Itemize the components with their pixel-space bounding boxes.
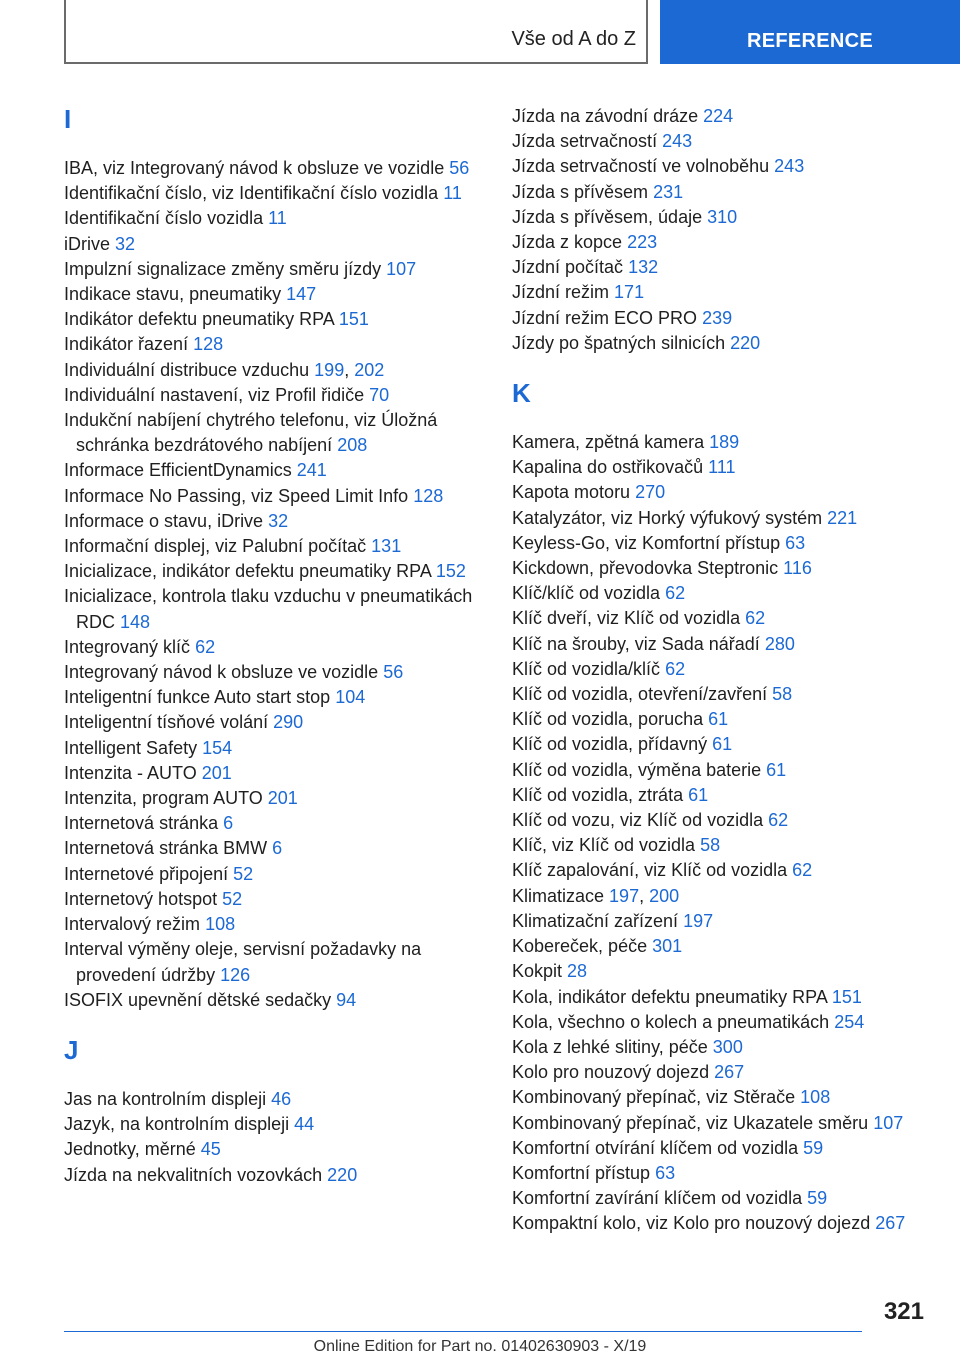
- index-entry-text: Komfortní přístup: [512, 1162, 651, 1183]
- page-reference-link[interactable]: 111: [708, 457, 736, 478]
- index-entry: [512, 556, 932, 581]
- page-reference-link[interactable]: 63: [655, 1162, 676, 1183]
- index-entry: [64, 786, 484, 811]
- page-reference-link[interactable]: 239: [702, 307, 733, 328]
- index-entry-text: Klíč od vozidla, přídavný: [512, 734, 708, 755]
- page-reference-link[interactable]: 52: [233, 863, 254, 884]
- index-entry: [64, 584, 484, 634]
- index-entry-text: Jízda s přívěsem: [512, 181, 649, 202]
- index-entry-text: Kapalina do ostřikovačů: [512, 457, 704, 478]
- index-entry-text: Klíč zapalování, viz Klíč od vozidla: [512, 860, 788, 881]
- page-reference-link[interactable]: 32: [115, 233, 136, 254]
- index-entry: [512, 783, 932, 808]
- index-entry: [512, 1161, 932, 1186]
- index-entry-text: Intenzita - AUTO: [64, 762, 197, 783]
- index-entry: [64, 232, 484, 257]
- index-entry-text: Klimatizace: [512, 885, 605, 906]
- index-entry-text: iDrive: [64, 233, 111, 254]
- index-entry-text: Jízdní počítač: [512, 257, 624, 278]
- page-reference-link[interactable]: 301: [652, 936, 683, 957]
- page-reference-link[interactable]: 152: [435, 561, 466, 582]
- footer-edition-text: Online Edition for Part no. 01402630903 - X/19: [313, 1338, 647, 1355]
- page-reference-link[interactable]: 300: [712, 1036, 743, 1057]
- index-entry: [64, 862, 484, 887]
- index-letter-heading: I: [64, 104, 72, 134]
- index-entry: [512, 455, 932, 480]
- page-reference-link[interactable]: 62: [792, 860, 813, 881]
- page-reference-link[interactable]: 62: [768, 810, 789, 831]
- index-entry: [64, 912, 484, 937]
- index-entry: [512, 1186, 932, 1211]
- index-entry: [512, 104, 932, 129]
- index-entry-text: Keyless-Go, viz Komfortní přístup: [512, 532, 781, 553]
- index-entry: [512, 531, 932, 556]
- index-entry-text: Internetová stránka: [64, 813, 219, 834]
- index-entry: [64, 1137, 484, 1162]
- index-entry: [64, 660, 484, 685]
- page-reference-link[interactable]: 59: [807, 1188, 828, 1209]
- page-reference-link[interactable]: 147: [286, 284, 317, 305]
- index-entry-text: Kolo pro nouzový dojezd: [512, 1062, 710, 1083]
- index-entry: [64, 257, 484, 282]
- page-reference-link[interactable]: 280: [764, 633, 795, 654]
- index-entry: [64, 206, 484, 231]
- page-reference-link[interactable]: 171: [614, 282, 645, 303]
- index-entry-text: Kapota motoru: [512, 482, 631, 503]
- page-reference-link[interactable]: 108: [800, 1087, 831, 1108]
- page-reference-link[interactable]: 199: [314, 359, 345, 380]
- section-title: Vše od A do Z: [511, 28, 636, 50]
- page-reference-link[interactable]: 58: [700, 835, 721, 856]
- index-entry-text: Indikátor řazení: [64, 334, 189, 355]
- index-entry-text: Kokpit: [512, 961, 563, 982]
- page-reference-link[interactable]: 290: [273, 712, 304, 733]
- page-reference-link[interactable]: 241: [296, 460, 327, 481]
- index-entry: [512, 1136, 932, 1161]
- index-entry-text: Integrovaný klíč: [64, 636, 191, 657]
- page-reference-link[interactable]: 116: [783, 558, 812, 579]
- page-reference-link[interactable]: 62: [665, 583, 686, 604]
- index-entry-text: Jas na kontrolním displeji: [64, 1088, 267, 1109]
- page-reference-link[interactable]: 148: [120, 611, 151, 632]
- page-reference-link[interactable]: 28: [567, 961, 588, 982]
- index-entry: [512, 808, 932, 833]
- index-entry-text: Kobereček, péče: [512, 936, 648, 957]
- index-entry-text: Jízda setrvačností: [512, 131, 658, 152]
- header-section-box: [64, 0, 648, 64]
- index-entry-text: Informační displej, viz Palubní počítač: [64, 536, 367, 557]
- index-entry: [512, 1211, 932, 1236]
- page-reference-link[interactable]: 231: [653, 181, 684, 202]
- footer-divider: [64, 1331, 862, 1332]
- index-entry-text: Jízda setrvačností ve volnoběhu: [512, 156, 770, 177]
- index-entry-text: Kola, indikátor defektu pneumatiky RPA: [512, 986, 827, 1007]
- index-entry: [512, 959, 932, 984]
- index-entry-text: Jednotky, měrné: [64, 1139, 196, 1160]
- index-entry-text: Klimatizační zařízení: [512, 910, 679, 931]
- index-entry: [64, 484, 484, 509]
- page-reference-link[interactable]: 46: [271, 1088, 292, 1109]
- index-entry-text: Jízda na nekvalitních vozovkách: [64, 1164, 323, 1185]
- index-entry: [512, 657, 932, 682]
- index-entry: [64, 1112, 484, 1137]
- page-reference-link[interactable]: 63: [785, 532, 806, 553]
- index-entry: [512, 707, 932, 732]
- index-entry-text: Katalyzátor, viz Horký výfukový systém: [512, 507, 823, 528]
- page-reference-link[interactable]: 151: [338, 309, 369, 330]
- page-reference-link[interactable]: 208: [337, 435, 368, 456]
- page-reference-link[interactable]: 104: [335, 687, 366, 708]
- page-reference-link[interactable]: 6: [272, 838, 283, 859]
- index-entry: [64, 887, 484, 912]
- index-entry: [64, 509, 484, 534]
- index-entry: [512, 280, 932, 305]
- page-reference-link[interactable]: 189: [709, 432, 740, 453]
- page-reference-link[interactable]: 202: [354, 359, 385, 380]
- index-entry-text: Klíč, viz Klíč od vozidla: [512, 835, 696, 856]
- index-entry-text: Jízda s přívěsem, údaje: [512, 206, 703, 227]
- page-reference-link[interactable]: 52: [222, 888, 243, 909]
- index-entry-text: Jízdní režim ECO PRO: [512, 307, 698, 328]
- index-entry: [512, 934, 932, 959]
- page-reference-link[interactable]: 45: [200, 1139, 221, 1160]
- index-entry-text: Klíč od vozidla, porucha: [512, 709, 704, 730]
- index-entry-text: Kombinovaný přepínač, viz Stěrače: [512, 1087, 796, 1108]
- page-reference-link[interactable]: 254: [834, 1011, 865, 1032]
- index-entry: [64, 332, 484, 357]
- page-reference-link[interactable]: 267: [875, 1213, 906, 1234]
- index-entry: [512, 129, 932, 154]
- index-entry-text: Individuální nastavení, viz Profil řidiče: [64, 384, 365, 405]
- index-entry: [512, 205, 932, 230]
- index-entry-text: Intervalový režim: [64, 914, 201, 935]
- index-entry-text: Klíč na šrouby, viz Sada nářadí: [512, 633, 760, 654]
- index-entry: [64, 635, 484, 660]
- page-reference-link[interactable]: 61: [688, 784, 709, 805]
- index-entry: [512, 1060, 932, 1085]
- index-entry-text: Internetový hotspot: [64, 888, 218, 909]
- page-reference-link[interactable]: 224: [703, 106, 734, 126]
- index-entry-text: Komfortní otvírání klíčem od vozidla: [512, 1137, 799, 1158]
- index-entry-text: Inteligentní funkce Auto start stop: [64, 687, 331, 708]
- index-entry: Klimatizace 197, 200: [512, 885, 680, 906]
- page-reference-link[interactable]: 243: [662, 131, 693, 152]
- index-entry: [64, 458, 484, 483]
- index-entry: [64, 836, 484, 861]
- page-reference-link[interactable]: 267: [714, 1062, 745, 1083]
- index-entry: [64, 988, 484, 1013]
- index-entry-text: Inicializace, kontrola tlaku vzduchu v pneumatikách RDC: [64, 586, 473, 632]
- index-entry: [512, 682, 932, 707]
- page-reference-link[interactable]: 270: [635, 482, 666, 503]
- page-reference-link[interactable]: 6: [223, 813, 234, 834]
- index-entry: [64, 559, 484, 584]
- index-entry: [512, 306, 932, 331]
- index-entry: [512, 1010, 932, 1035]
- index-entry: [512, 985, 932, 1010]
- page-reference-link[interactable]: 107: [873, 1112, 904, 1133]
- page-reference-link[interactable]: 200: [649, 885, 680, 906]
- page-reference-link[interactable]: 243: [774, 156, 805, 177]
- page-reference-link[interactable]: 197: [609, 885, 640, 906]
- page-reference-link[interactable]: 61: [708, 709, 729, 730]
- page-reference-link[interactable]: 151: [831, 986, 862, 1007]
- index-entry-text: Identifikační číslo vozidla: [64, 208, 264, 229]
- page-reference-link[interactable]: 61: [766, 759, 787, 780]
- index-entry: [512, 858, 932, 883]
- page-reference-link[interactable]: 62: [665, 658, 686, 679]
- index-entry: [64, 383, 484, 408]
- page-reference-link[interactable]: 220: [327, 1164, 358, 1185]
- index-entry: [512, 480, 932, 505]
- index-entry-text: Kompaktní kolo, viz Kolo pro nouzový dojezd: [512, 1213, 871, 1234]
- index-entry-text: Identifikační číslo, viz Identifikační číslo vozidla: [64, 183, 439, 204]
- page-reference-link[interactable]: 56: [449, 158, 470, 178]
- page-reference-link[interactable]: 128: [193, 334, 224, 355]
- index-entry: [512, 506, 932, 531]
- page-reference-link[interactable]: 220: [730, 332, 761, 353]
- index-entry: [64, 1163, 484, 1188]
- index-letter-heading: J: [64, 1034, 79, 1065]
- index-entry: [512, 255, 932, 280]
- index-entry: [512, 581, 932, 606]
- index-entry: [512, 1035, 932, 1060]
- index-entry: [64, 282, 484, 307]
- page-reference-link[interactable]: 197: [683, 910, 714, 931]
- index-entry-text: Kickdown, převodovka Steptronic: [512, 558, 779, 579]
- index-entry-text: Kamera, zpětná kamera: [512, 432, 705, 453]
- index-entry: [512, 758, 932, 783]
- index-entry-text: Jazyk, na kontrolním displeji: [64, 1114, 290, 1135]
- index-column-right: [512, 104, 932, 1237]
- index-entry: [512, 430, 932, 455]
- index-entry-text: Klíč od vozidla/klíč: [512, 658, 661, 679]
- index-entry: [64, 156, 484, 181]
- page-reference-link[interactable]: 62: [745, 608, 766, 629]
- page-reference-link[interactable]: 107: [386, 258, 417, 279]
- index-entry: [64, 710, 484, 735]
- index-entry: Individuální distribuce vzduchu 199, 202: [64, 359, 385, 380]
- page-reference-link[interactable]: 56: [383, 662, 404, 683]
- index-entry-text: Klíč od vozidla, výměna baterie: [512, 759, 762, 780]
- page-reference-link[interactable]: 58: [772, 684, 793, 705]
- index-letter-heading: K: [512, 378, 531, 409]
- index-entry-text: Klíč dveří, viz Klíč od vozidla: [512, 608, 741, 629]
- page-reference-link[interactable]: 126: [220, 964, 251, 985]
- page-reference-link[interactable]: 201: [267, 788, 298, 809]
- index-entry-text: Jízdní režim: [512, 282, 610, 303]
- index-entry-text: Kola z lehké slitiny, péče: [512, 1036, 708, 1057]
- page-number: 321: [883, 1298, 924, 1325]
- index-entry: [512, 909, 932, 934]
- index-entry: [64, 181, 484, 206]
- index-entry-text: Indikace stavu, pneumatiky: [64, 284, 282, 305]
- index-entry: [512, 1111, 932, 1136]
- page-reference-link[interactable]: 132: [628, 257, 659, 278]
- index-entry-text: Inicializace, indikátor defektu pneumatiky RPA: [64, 561, 431, 582]
- index-entry: [512, 606, 932, 631]
- index-entry-text: Interval výměny oleje, servisní požadavky na provedení údržby: [64, 939, 422, 985]
- index-column-left: [64, 104, 484, 1188]
- index-entry-text: Kombinovaný přepínač, viz Ukazatele směru: [512, 1112, 869, 1133]
- reference-tab[interactable]: [660, 0, 960, 64]
- index-entry-text: Kola, všechno o kolech a pneumatikách: [512, 1011, 830, 1032]
- index-entry: [64, 811, 484, 836]
- page-reference-link[interactable]: 70: [369, 384, 390, 405]
- index-entry: [512, 230, 932, 255]
- index-entry: [64, 307, 484, 332]
- index-entry-text: Informace EfficientDynamics: [64, 460, 292, 481]
- index-entry-text: Klíč/klíč od vozidla: [512, 583, 661, 604]
- page-reference-link[interactable]: 62: [195, 636, 216, 657]
- index-entry: [512, 331, 932, 356]
- page-reference-link[interactable]: 201: [201, 762, 232, 783]
- index-entry-text: Intenzita, program AUTO: [64, 788, 263, 809]
- index-entry-text: IBA, viz Integrovaný návod k obsluze ve vozidle: [64, 158, 445, 178]
- page-reference-link[interactable]: 32: [268, 510, 289, 531]
- index-entry-text: Intelligent Safety: [64, 737, 198, 758]
- index-entry: [64, 937, 484, 987]
- index-entry-text: Inteligentní tísňové volání: [64, 712, 269, 733]
- index-entry-text: Internetové připojení: [64, 863, 229, 884]
- index-entry-text: Klíč od vozidla, otevření/zavření: [512, 684, 768, 705]
- index-entry-text: Informace No Passing, viz Speed Limit Info: [64, 485, 409, 506]
- page-reference-link[interactable]: 61: [712, 734, 733, 755]
- index-entry: [512, 1085, 932, 1110]
- index-entry-text: Internetová stránka BMW: [64, 838, 268, 859]
- index-entry-text: Informace o stavu, iDrive: [64, 510, 264, 531]
- page-reference-link[interactable]: 94: [336, 989, 357, 1010]
- page-reference-link[interactable]: 131: [371, 536, 402, 557]
- page-reference-link[interactable]: 128: [413, 485, 444, 506]
- index-entry: [512, 833, 932, 858]
- page-reference-link[interactable]: 221: [827, 507, 858, 528]
- page-reference-link[interactable]: 11: [268, 208, 287, 229]
- index-entry: [64, 736, 484, 761]
- page-reference-link[interactable]: 59: [803, 1137, 824, 1158]
- index-entry: [512, 154, 932, 179]
- page-reference-link[interactable]: 11: [443, 183, 462, 204]
- index-entry: [64, 408, 484, 458]
- index-entry-text: Indukční nabíjení chytrého telefonu, viz Úložná schránka bezdrátového nabíjení: [64, 410, 438, 456]
- index-entry-text: Klíč od vozidla, ztráta: [512, 784, 684, 805]
- index-entry: [64, 685, 484, 710]
- index-entry-text: Jízda z kopce: [512, 232, 623, 253]
- index-entry-text: ISOFIX upevnění dětské sedačky: [64, 989, 332, 1010]
- index-entry: [512, 632, 932, 657]
- index-entry-text: Integrovaný návod k obsluze ve vozidle: [64, 662, 379, 683]
- index-entry-text: Komfortní zavírání klíčem od vozidla: [512, 1188, 803, 1209]
- index-entry: [64, 1087, 484, 1112]
- index-entry: [64, 761, 484, 786]
- index-entry: [512, 732, 932, 757]
- page-reference-link[interactable]: 310: [707, 206, 738, 227]
- index-entry-text: Impulzní signalizace změny směru jízdy: [64, 258, 382, 279]
- page-reference-link[interactable]: 108: [205, 914, 236, 935]
- index-entry-text: Indikátor defektu pneumatiky RPA: [64, 309, 334, 330]
- index-entry-text: Klíč od vozu, viz Klíč od vozidla: [512, 810, 764, 831]
- index-entry-text: Individuální distribuce vzduchu: [64, 359, 310, 380]
- index-entry: [64, 534, 484, 559]
- index-entry: [512, 180, 932, 205]
- page-reference-link[interactable]: 154: [202, 737, 233, 758]
- reference-tab-label: REFERENCE: [746, 30, 874, 52]
- index-entry-text: Jízdy po špatných silnicích: [512, 332, 726, 353]
- index-entry-text: Jízda na závodní dráze: [512, 106, 699, 126]
- page-reference-link[interactable]: 44: [294, 1114, 315, 1135]
- page-reference-link[interactable]: 223: [627, 232, 658, 253]
